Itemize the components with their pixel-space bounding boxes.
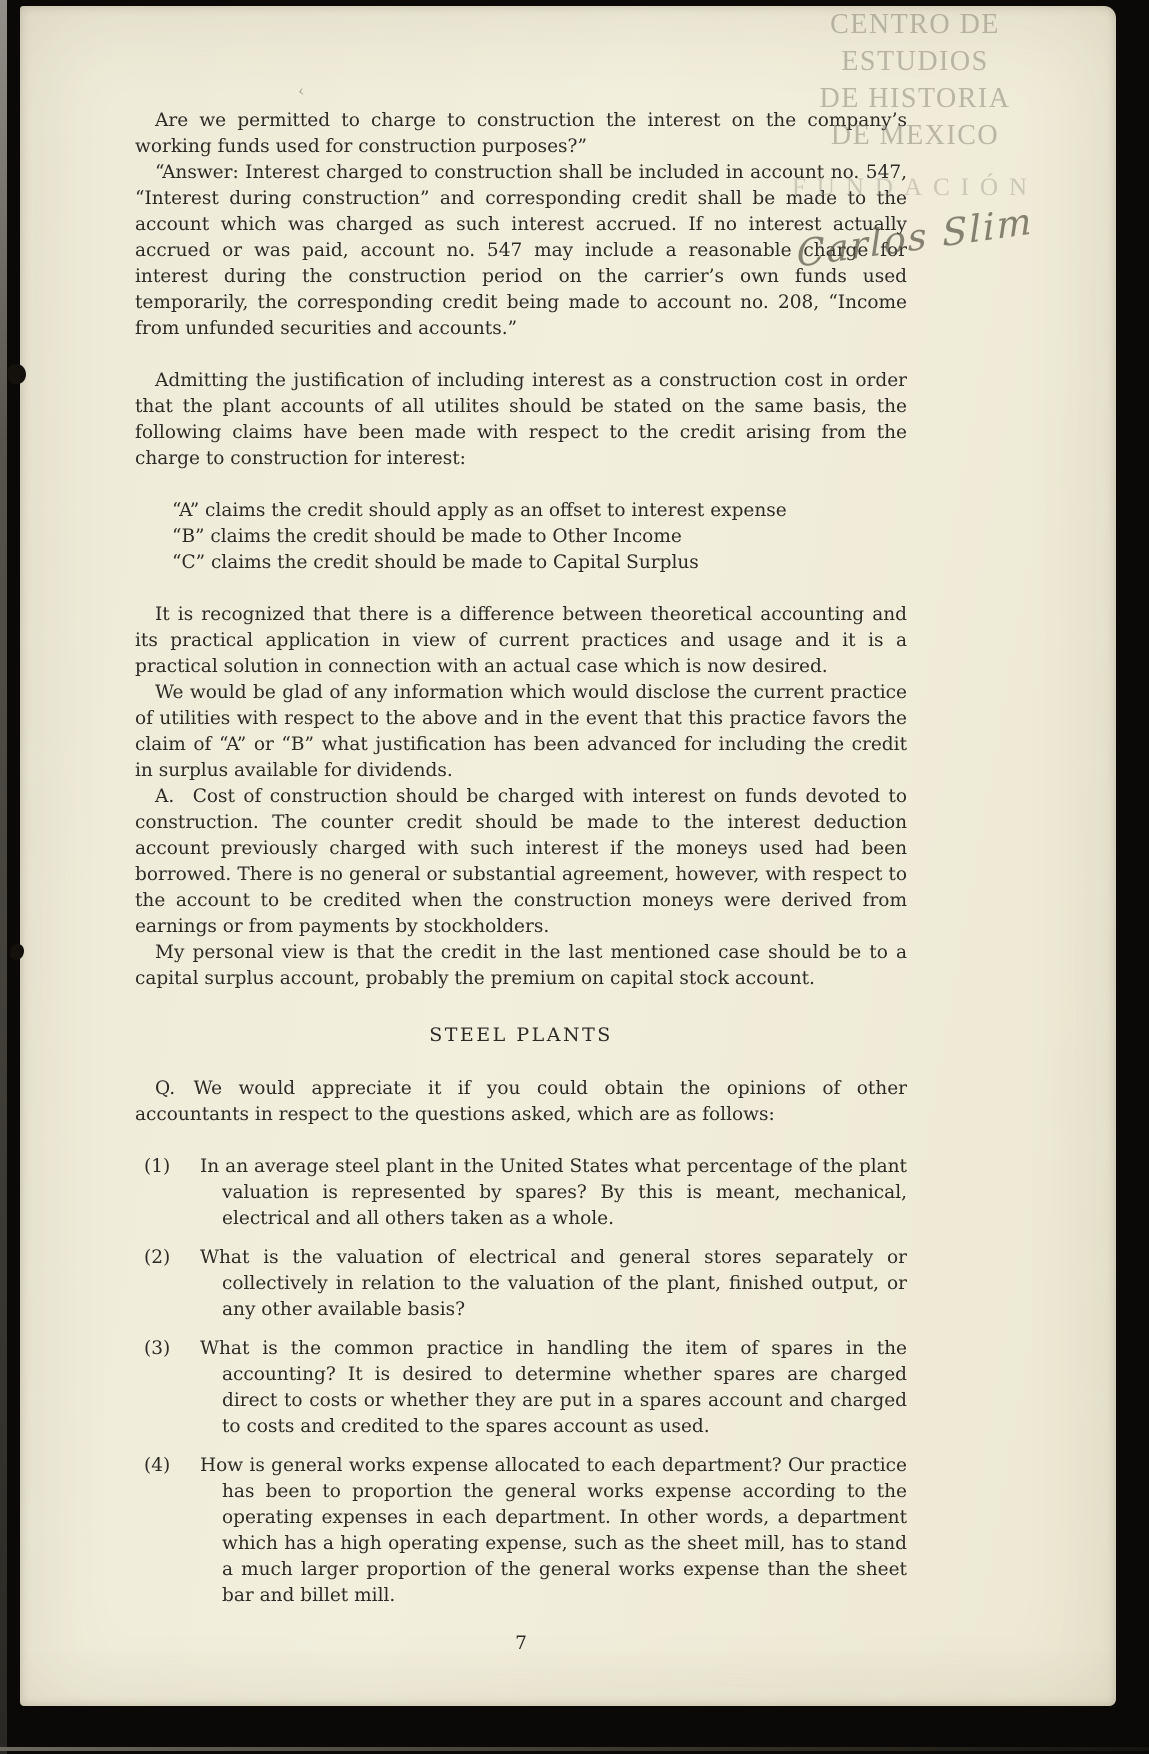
question-number: (4) (144, 1455, 171, 1476)
paragraph-question-intro: Q. We would appreciate it if you could obtain the opinions of other accountants in respect to the questions asked, which are as follows: (135, 1078, 907, 1125)
question-number: (3) (144, 1338, 171, 1359)
watermark-fundacion: FUNDACIÓN (791, 174, 1039, 201)
page-number: 7 (515, 1633, 527, 1654)
section-heading: STEEL PLANTS (429, 1024, 613, 1046)
question-number: (2) (144, 1247, 171, 1268)
scan-speck (10, 944, 24, 960)
watermark-line: DE MEXICO (830, 120, 1000, 151)
paragraph-glad-of-information: We would be glad of any information which would disclose the current practice of utilities with respect to the above and in the event that this practice favors the claim of “A” or “B” what justification has been advanced for including the credit in surplus available for dividends. (135, 682, 907, 781)
question-text: In an average steel plant in the United States what percentage of the plant valuation is represented by spares? By this is meant, mechanical, electrical and all others taken as a whole. (200, 1156, 907, 1229)
paragraph-opinion-a: A. Cost of construction should be charged with interest on funds devoted to construction. The counter credit should be made to the interest deduction account previously charged with such interest if the moneys used had been borrowed. There is no general or substantial agreement, however, with respect to the account to be credited when the construction moneys were derived from earnings or from payments by stockholders. (135, 786, 907, 937)
question-item-1 (144, 1154, 907, 1232)
pencil-mark: ‹ (296, 81, 306, 101)
paragraph-recognized: It is recognized that there is a difference between theoretical accounting and its practical application in view of current practices and usage and it is a practical solution in connection with an actual case which is now desired. (135, 604, 907, 677)
question-text: How is general works expense allocated to each department? Our practice has been to proportion the general works expense according to the operating expenses in each department. In other words, a department which has a high operating expense, such as the sheet mill, has to stand a much larger proportion of the general works expense than the sheet bar and billet mill. (200, 1455, 907, 1606)
scan-speck (8, 364, 26, 384)
page-content (135, 108, 907, 1657)
claim-c: “C” claims the credit should be made to Capital Surplus (172, 552, 699, 573)
question-item-3 (144, 1336, 907, 1440)
claim-b: “B” claims the credit should be made to Other Income (172, 526, 682, 547)
claims-list (172, 498, 907, 576)
scanned-paper-page (20, 6, 1116, 1706)
paragraph-personal-view: My personal view is that the credit in the last mentioned case should be to a capital surplus account, probably the premium on capital stock account. (135, 942, 907, 989)
paragraph-answer-547: “Answer: Interest charged to construction shall be included in account no. 547, “Interest during construction” and corresponding credit shall be made to the account which was charged as such interest accrued. If no interest actually accrued or was paid, account no. 547 may include a reasonable charge for interest during the construction period on the carrier’s own funds used temporarily, the corresponding credit being made to account no. 208, “Income from unfunded securities and accounts.” (135, 162, 907, 339)
paragraph-quote-continuation: Are we permitted to charge to construction the interest on the company’s working funds used for construction purposes?” (135, 110, 907, 157)
watermark-line: DE HISTORIA (819, 83, 1011, 114)
question-item-4 (144, 1453, 907, 1609)
watermark-line: ESTUDIOS (841, 46, 989, 77)
claim-a: “A” claims the credit should apply as an offset to interest expense (172, 500, 787, 521)
handwritten-signature: Carlos Slim (795, 199, 1035, 276)
question-text: What is the valuation of electrical and general stores separately or collectively in relation to the valuation of the plant, finished output, or any other available basis? (200, 1247, 907, 1320)
question-item-2 (144, 1245, 907, 1323)
watermark-line: CENTRO DE (830, 9, 1000, 40)
question-number: (1) (144, 1156, 171, 1177)
paragraph-claims-intro: Admitting the justification of including interest as a construction cost in order that the plant accounts of all utilites should be stated on the same basis, the following claims have been made with respect to the credit arising from the charge to construction for interest: (135, 370, 907, 469)
question-text: What is the common practice in handling the item of spares in the accounting? It is desired to determine whether spares are charged direct to costs or whether they are put in a spares account and charged to costs and credited to the spares account as used. (200, 1338, 907, 1437)
